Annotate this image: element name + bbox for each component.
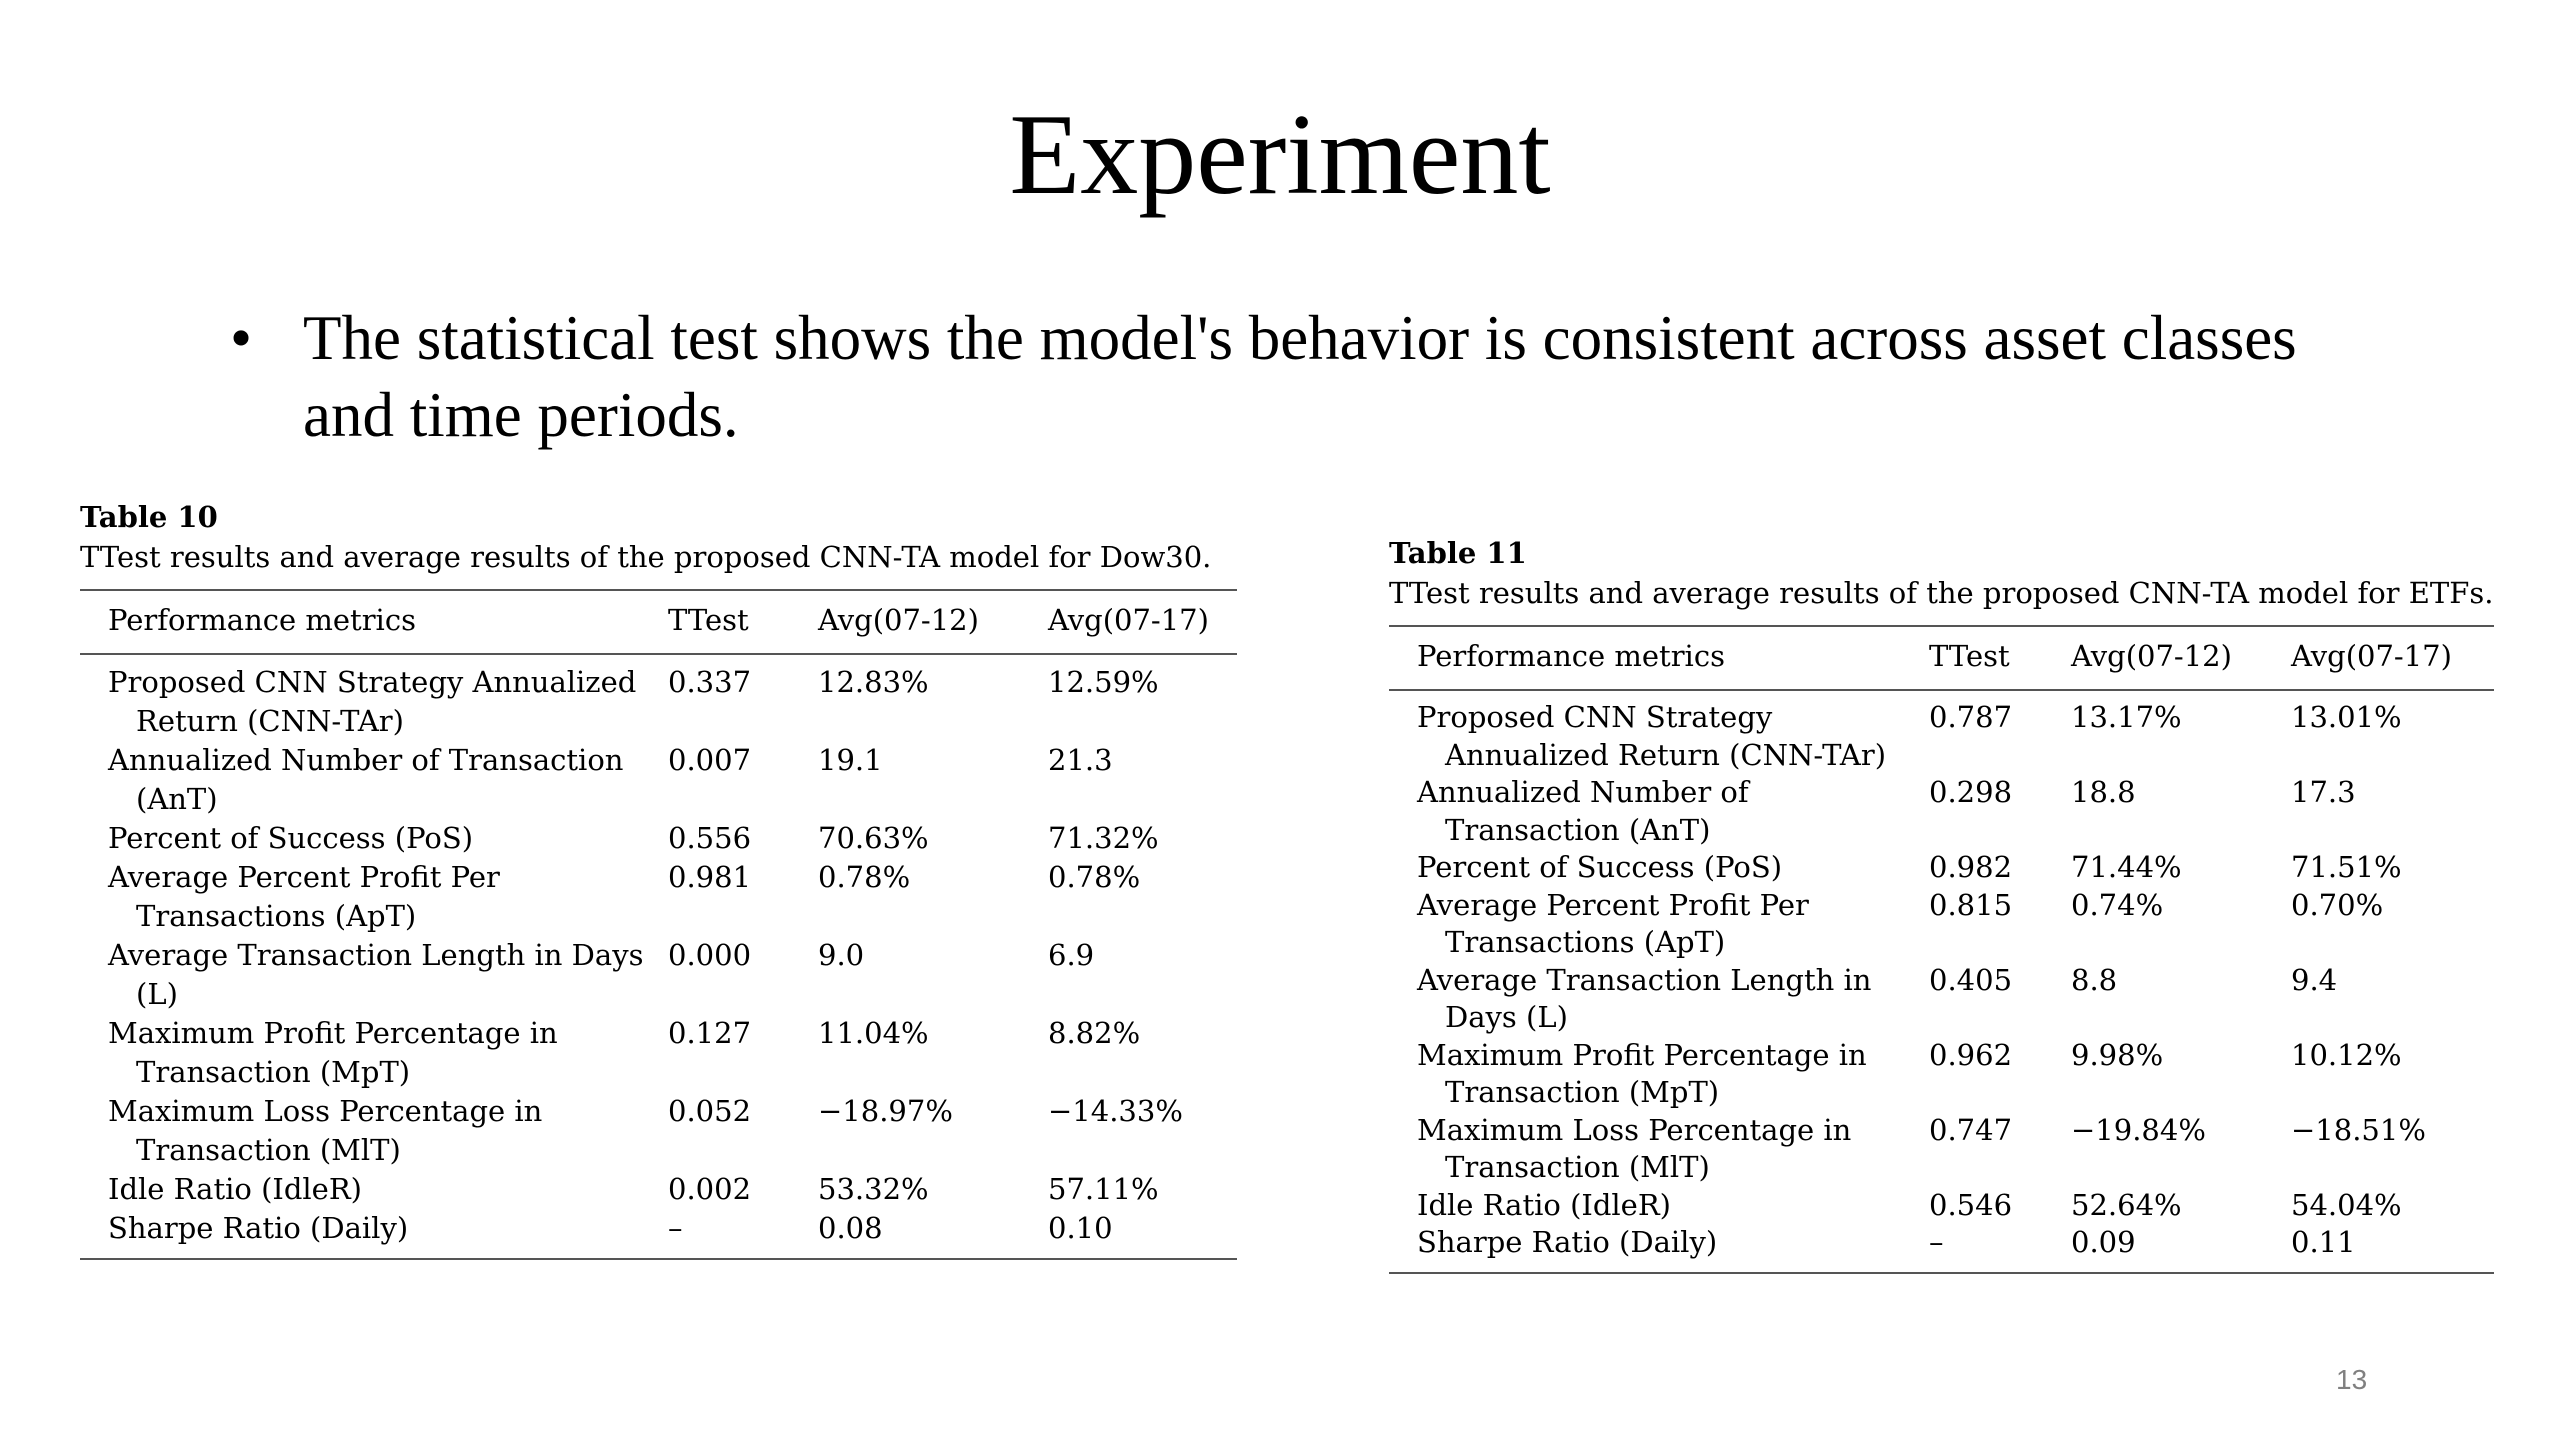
- table-header-row: [1389, 626, 2494, 690]
- table-cell: [80, 654, 668, 741]
- metric-label: Maximum Loss Percentage in Transaction (MlT): [108, 1094, 543, 1167]
- table-cell: 0.556: [668, 821, 752, 855]
- table-header-row: [80, 590, 1237, 654]
- column-header: Avg(07-17): [2291, 626, 2494, 690]
- metric-label: Average Percent Profit Per Transactions (ApT): [1417, 887, 1809, 959]
- table-caption: TTest results and average results of the proposed CNN-TA model for Dow30.: [80, 540, 1212, 574]
- table-cell: 0.787: [1929, 700, 2013, 734]
- table-cell: −18.51%: [2291, 1112, 2426, 1147]
- bullet-dot-icon: •: [230, 303, 253, 373]
- table-cell: 0.405: [1929, 962, 2013, 997]
- table-cell: 53.32%: [818, 1172, 929, 1206]
- table-cell: 12.59%: [1048, 665, 1159, 699]
- table-cell: [80, 1014, 668, 1092]
- table-cell: [80, 858, 668, 936]
- metric-label: Idle Ratio (IdleR): [108, 1172, 362, 1206]
- table-cell: 8.8: [2071, 962, 2118, 997]
- table-cell: 0.982: [1929, 850, 2013, 884]
- column-header: Avg(07-17): [1048, 590, 1237, 654]
- table-row: [80, 1014, 1237, 1092]
- column-header: Avg(07-12): [818, 590, 1048, 654]
- table-cell: 13.01%: [2291, 700, 2402, 734]
- table-cell: 10.12%: [2291, 1037, 2402, 1072]
- table-row: [1389, 849, 2494, 887]
- table-cell: 71.44%: [2071, 850, 2182, 884]
- metric-label: Percent of Success (PoS): [1417, 850, 1783, 884]
- table-row: [80, 858, 1237, 936]
- table-row: [80, 741, 1237, 819]
- table-cell: −19.84%: [2071, 1112, 2206, 1147]
- table-label: Table 11: [1389, 536, 1527, 570]
- table-row: [1389, 1037, 2494, 1112]
- table-cell: 54.04%: [2291, 1187, 2402, 1222]
- table-cell: [1389, 1037, 1929, 1112]
- column-header: TTest: [1929, 626, 2071, 690]
- table-cell: 0.962: [1929, 1037, 2013, 1072]
- table-cell: 0.815: [1929, 887, 2013, 922]
- metric-label: Maximum Loss Percentage in Transaction (MlT): [1417, 1112, 1852, 1184]
- page-number: 13: [2336, 1364, 2368, 1395]
- table-cell: 0.78%: [818, 860, 911, 894]
- table-cell: 0.337: [668, 665, 752, 699]
- table-row: [1389, 1224, 2494, 1273]
- column-header: Performance metrics: [80, 590, 668, 654]
- table-row: [1389, 774, 2494, 849]
- metric-label: Average Transaction Length in Days (L): [1417, 962, 1872, 1034]
- table-row: [1389, 1112, 2494, 1187]
- table-11: [1389, 533, 2494, 1274]
- metric-label: Average Transaction Length in Days (L): [108, 938, 644, 1011]
- table-cell: 0.747: [1929, 1112, 2013, 1147]
- table-cell: 11.04%: [818, 1016, 929, 1050]
- table-cell: 0.70%: [2291, 887, 2384, 922]
- metric-label: Proposed CNN Strategy Annualized Return (CNN-TAr): [1417, 700, 1887, 772]
- table-caption: TTest results and average results of the proposed CNN-TA model for ETFs.: [1389, 576, 2494, 610]
- data-table: [80, 589, 1237, 1260]
- table-cell: 0.298: [1929, 775, 2013, 809]
- slide-title: Experiment: [1009, 91, 1551, 219]
- table-cell: 0.007: [668, 743, 752, 777]
- table-cell: 0.11: [2291, 1224, 2494, 1273]
- table-row: [1389, 962, 2494, 1037]
- table-row: [1389, 690, 2494, 774]
- table-row: [80, 1170, 1237, 1209]
- table-cell: 9.4: [2291, 962, 2338, 997]
- table-cell: 0.08: [818, 1209, 1048, 1259]
- table-cell: [1389, 774, 1929, 849]
- table-cell: 9.0: [818, 938, 865, 972]
- column-header: Avg(07-12): [2071, 626, 2291, 690]
- table-cell: 0.10: [1048, 1209, 1237, 1259]
- table-cell: 57.11%: [1048, 1172, 1159, 1206]
- table-row: [80, 819, 1237, 858]
- table-cell: [80, 1092, 668, 1170]
- table-row: [80, 1092, 1237, 1170]
- table-cell: 13.17%: [2071, 700, 2182, 734]
- table-cell: 0.78%: [1048, 860, 1141, 894]
- table-cell: 9.98%: [2071, 1037, 2164, 1072]
- table-cell: 70.63%: [818, 821, 929, 855]
- table-cell: –: [1929, 1224, 2071, 1273]
- table-cell: −14.33%: [1048, 1094, 1183, 1128]
- table-cell: [80, 819, 668, 858]
- data-table: [1389, 625, 2494, 1274]
- table-cell: –: [668, 1209, 818, 1259]
- table-cell: 71.51%: [2291, 850, 2402, 884]
- table-cell: [1389, 690, 1929, 774]
- table-cell: 6.9: [1048, 938, 1095, 972]
- table-cell: [1389, 1112, 1929, 1187]
- table-cell: 0.000: [668, 938, 752, 972]
- table-cell: 0.74%: [2071, 887, 2164, 922]
- metric-label: Average Percent Profit Per Transactions (ApT): [108, 860, 500, 933]
- column-header: TTest: [668, 590, 818, 654]
- table-cell: 52.64%: [2071, 1187, 2182, 1222]
- table-cell: 0.002: [668, 1172, 752, 1206]
- table-10: [80, 497, 1237, 1260]
- table-cell: 19.1: [818, 743, 883, 777]
- table-cell: 18.8: [2071, 775, 2136, 809]
- metric-label: Proposed CNN Strategy Annualized Return (CNN-TAr): [108, 665, 637, 738]
- table-cell: 12.83%: [818, 665, 929, 699]
- table-row: [1389, 887, 2494, 962]
- metric-label: Annualized Number of Transaction (AnT): [1417, 775, 1749, 847]
- bullet-text: The statistical test shows the model's behavior is consistent across asset classes and time periods.: [303, 303, 2297, 450]
- table-cell: 0.127: [668, 1016, 752, 1050]
- metric-label: Maximum Profit Percentage in Transaction (MpT): [108, 1016, 558, 1089]
- table-cell: 71.32%: [1048, 821, 1159, 855]
- table-cell: [80, 741, 668, 819]
- table-cell: [80, 1170, 668, 1209]
- column-header: Performance metrics: [1389, 626, 1929, 690]
- metric-label: Percent of Success (PoS): [108, 821, 474, 855]
- table-row: [80, 936, 1237, 1014]
- table-cell: 21.3: [1048, 743, 1113, 777]
- table-cell: [1389, 887, 1929, 962]
- table-cell: [1389, 962, 1929, 1037]
- table-cell: −18.97%: [818, 1094, 953, 1128]
- table-cell: 0.09: [2071, 1224, 2291, 1273]
- table-cell: 0.546: [1929, 1187, 2013, 1222]
- metric-label: Annualized Number of Transaction (AnT): [108, 743, 624, 816]
- metric-label: Sharpe Ratio (Daily): [108, 1211, 409, 1245]
- table-cell: [1389, 1224, 1929, 1273]
- table-cell: [80, 1209, 668, 1259]
- table-cell: [1389, 1187, 1929, 1225]
- table-cell: 0.052: [668, 1094, 752, 1128]
- metric-label: Sharpe Ratio (Daily): [1417, 1225, 1718, 1259]
- table-cell: [1389, 849, 1929, 887]
- table-cell: [80, 936, 668, 1014]
- table-row: [80, 654, 1237, 741]
- table-row: [80, 1209, 1237, 1259]
- metric-label: Idle Ratio (IdleR): [1417, 1187, 1671, 1222]
- table-row: [1389, 1187, 2494, 1225]
- metric-label: Maximum Profit Percentage in Transaction (MpT): [1417, 1037, 1867, 1109]
- table-cell: 17.3: [2291, 775, 2356, 809]
- table-label: Table 10: [80, 500, 218, 534]
- table-cell: 0.981: [668, 860, 752, 894]
- table-cell: 8.82%: [1048, 1016, 1141, 1050]
